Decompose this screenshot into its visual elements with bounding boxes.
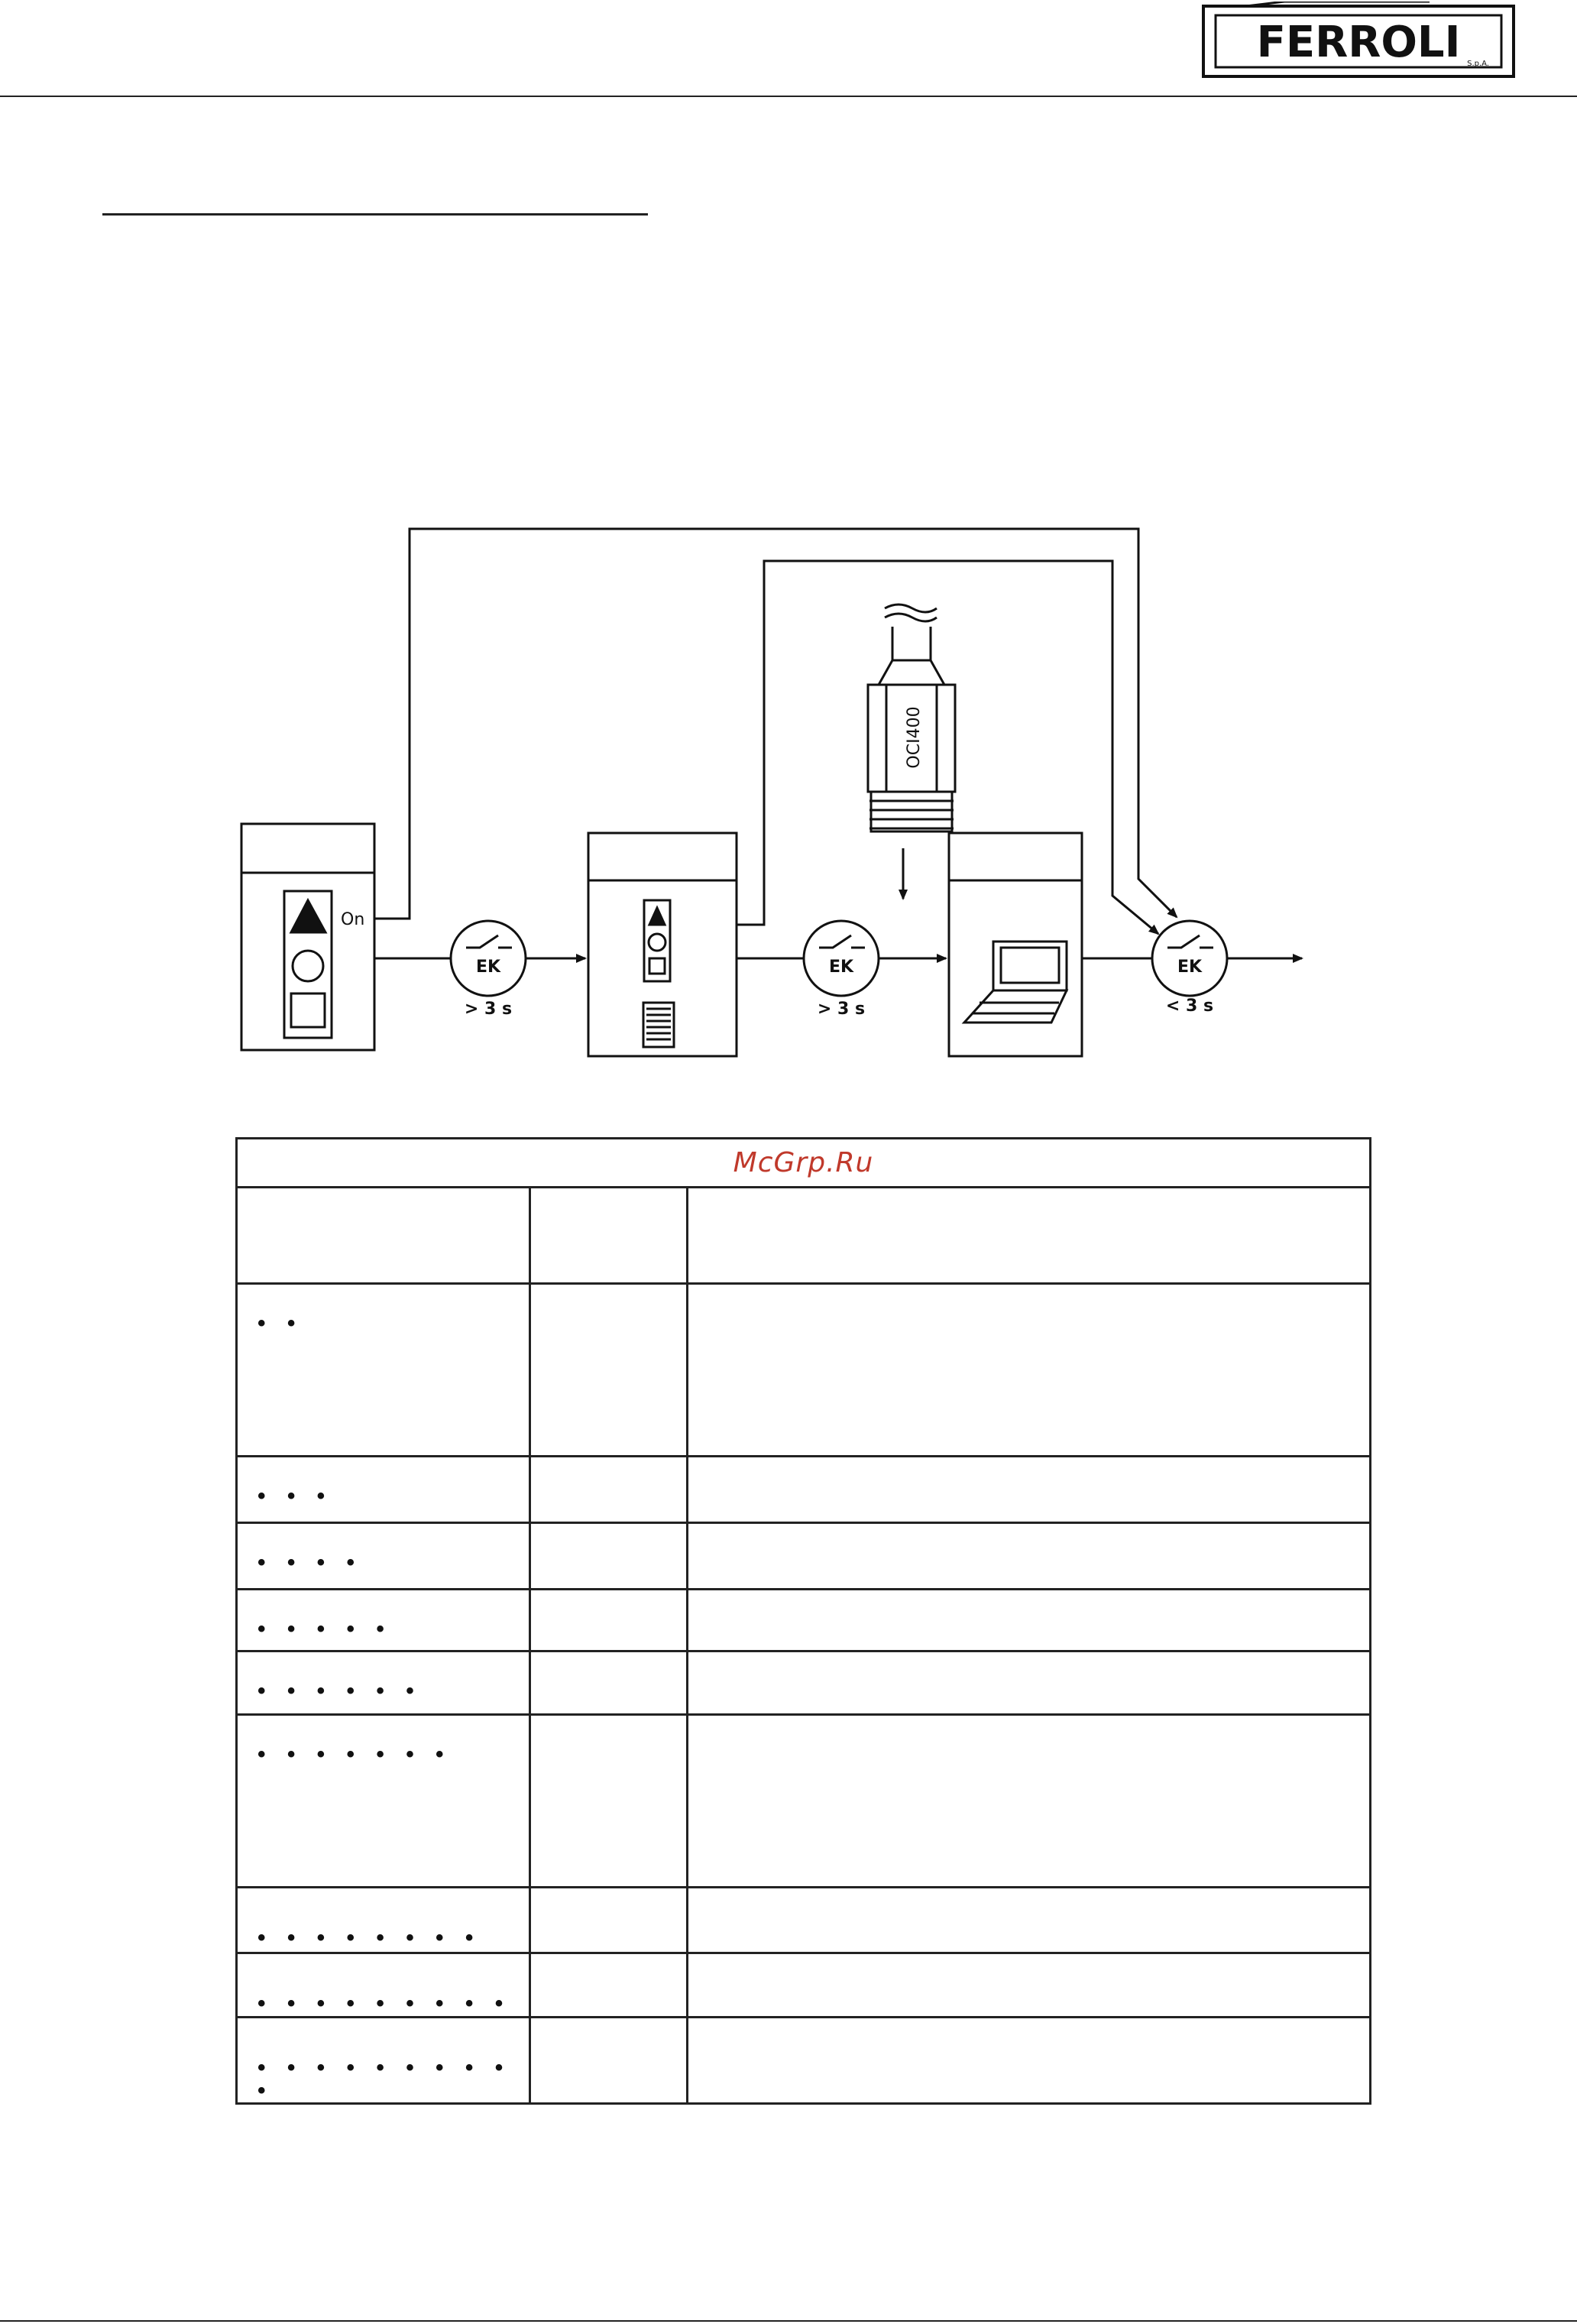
header-rule: [0, 96, 1577, 97]
timing-label-2: > 3 s: [817, 1000, 866, 1019]
timing-label-1: > 3 s: [464, 1000, 513, 1019]
blink-dots: • • •: [257, 1483, 333, 1509]
blink-dots: • • • • •: [257, 1616, 392, 1642]
watermark-text: McGrp.Ru: [733, 1147, 874, 1178]
controller-left: [241, 824, 374, 1050]
on-label: On: [341, 910, 365, 929]
title-underline: [102, 213, 648, 216]
triangle-up-icon: [649, 908, 665, 925]
timing-label-3: < 3 s: [1165, 997, 1214, 1016]
blink-code-table: [235, 1137, 1369, 2103]
table-watermark-cell: [237, 1139, 1371, 1188]
ek-label-1: EK: [475, 958, 501, 977]
table-row: [237, 1457, 1371, 1523]
service-box: [949, 833, 1082, 1056]
table-row: [237, 1715, 1371, 1888]
ek-label-3: EK: [1177, 958, 1203, 977]
table-header-row: [237, 1188, 1371, 1284]
table-row: [237, 1284, 1371, 1457]
table-row: [237, 1590, 1371, 1651]
table-row: [237, 1523, 1371, 1590]
triangle-up-icon: [291, 900, 325, 932]
blink-dots: • • • • • •: [257, 1678, 422, 1703]
table-row: [237, 2018, 1371, 2104]
laptop-icon: [964, 942, 1067, 1023]
probe-label: OCI400: [905, 706, 924, 769]
blink-dots: • • • • • • • •: [257, 1925, 481, 1950]
ferroli-logo: [1200, 2, 1517, 78]
table-row: [237, 1888, 1371, 1953]
blink-dots: • • • • • • • • •: [257, 1991, 511, 2016]
logo-subtext: S.p.A.: [1467, 60, 1489, 68]
table-row: [237, 1651, 1371, 1715]
ek-label-2: EK: [828, 958, 854, 977]
footer-rule: [0, 2320, 1577, 2322]
logo-text: FERROLI: [1256, 18, 1461, 67]
blink-dots: • • • • • • • • • •: [257, 2055, 511, 2103]
blink-dots: • •: [257, 1311, 303, 1336]
wiring-diagram: [0, 504, 1577, 1085]
blink-dots: • • • • • • •: [257, 1742, 452, 1767]
controller-middle: [588, 833, 737, 1056]
table-row: [237, 1953, 1371, 2018]
blink-dots: • • • •: [257, 1550, 363, 1575]
